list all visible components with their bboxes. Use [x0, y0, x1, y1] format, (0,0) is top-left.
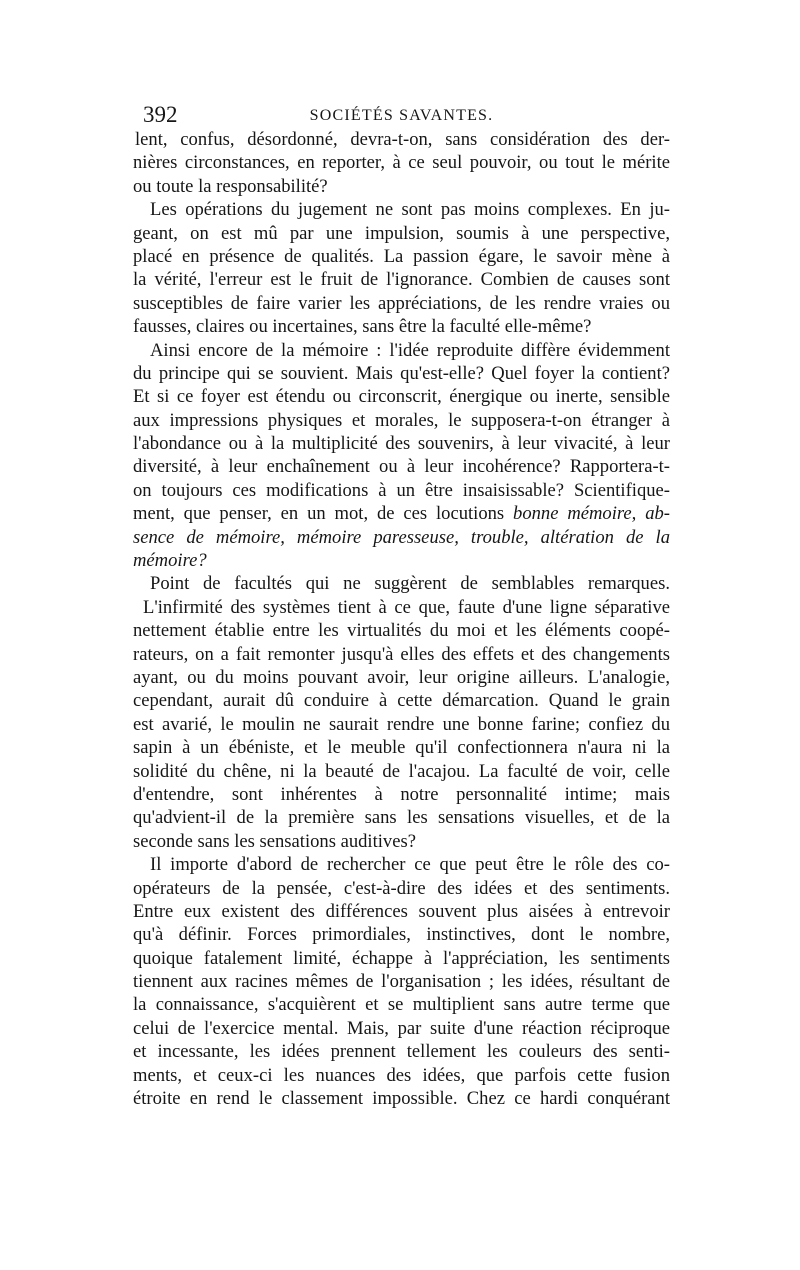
text-line [133, 151, 670, 174]
line-text: on toujours ces modifications à un être insaisissable? Scientifique- [133, 479, 670, 501]
line-text: est avarié, le moulin ne saurait rendre une bonne farine; confiez du [133, 713, 670, 735]
line-text: Entre eux existent des différences souvent plus aisées à entrevoir [133, 900, 670, 922]
text-line [133, 783, 670, 806]
line-text: tiennent aux racines mêmes de l'organisation ; les idées, résultant de [133, 971, 670, 993]
line-text: nières circonstances, en reporter, à ce seul pouvoir, ou tout le mérite [133, 152, 670, 174]
line-text: qu'advient-il de la première sans les sensations visuelles, et de la [133, 807, 670, 829]
text-line [133, 198, 670, 221]
italic-phrase: bonne mémoire, ab- [513, 503, 670, 525]
text-line [133, 409, 670, 432]
text-line [133, 1087, 670, 1110]
line-text: l'abondance ou à la multiplicité des souvenirs, à leur vivacité, à leur [133, 433, 670, 455]
line-text: geant, on est mû par une impulsion, soumis à une perspective, [133, 222, 670, 244]
running-title: SOCIÉTÉS SAVANTES. [309, 107, 494, 124]
line-text: lent, confus, désordonné, devra-t-on, sans considération des der- [135, 129, 670, 150]
text-line [133, 526, 670, 549]
line-text: ayant, ou du moins pouvant avoir, leur origine ailleurs. L'analogie, [133, 666, 670, 688]
text-line [133, 572, 670, 595]
line-text: Point de facultés qui ne suggèrent de semblables remarques. [150, 573, 670, 595]
italic-phrase: mémoire? [133, 550, 207, 572]
line-text: la connaissance, s'acquièrent et se multiplient sans autre terme que [133, 994, 670, 1016]
line-text: fausses, claires ou incertaines, sans être la faculté elle-même? [133, 316, 592, 338]
line-text: celui de l'exercice mental. Mais, par suite d'une réaction réciproque [133, 1017, 670, 1039]
line-text: susceptibles de faire varier les appréciations, de les rendre vraies ou [133, 292, 670, 314]
text-line [133, 830, 670, 853]
text-line [133, 993, 670, 1016]
text-line [133, 947, 670, 970]
line-text: d'entendre, sont inhérentes à notre personnalité intime; mais [133, 783, 670, 805]
line-text: quoique fatalement limité, échappe à l'appréciation, les sentiments [133, 947, 670, 969]
line-text: qu'à définir. Forces primordiales, instinctives, dont le nombre, [133, 924, 670, 946]
body-text [133, 128, 670, 1110]
page-number: 392 [143, 102, 178, 127]
line-text: placé en présence de qualités. La passion égare, le savoir mène à [133, 245, 670, 267]
text-line [133, 853, 670, 876]
text-line [133, 175, 670, 198]
line-text: opérateurs de la pensée, c'est-à-dire des idées et des sentiments. [133, 877, 670, 899]
text-line [133, 1064, 670, 1087]
text-line [133, 339, 670, 362]
text-line [133, 970, 670, 993]
line-text: étroite en rend le classement impossible. Chez ce hardi conquérant [133, 1088, 670, 1110]
text-line [133, 292, 670, 315]
text-line [133, 689, 670, 712]
line-text: ments, et ceux-ci les nuances des idées, que parfois cette fusion [133, 1064, 670, 1086]
line-text: aux impressions physiques et morales, le supposera-t-on étranger à [133, 409, 670, 431]
text-line [133, 643, 670, 666]
text-line [133, 315, 670, 338]
text-line [133, 1040, 670, 1063]
line-text: Ainsi encore de la mémoire : l'idée reproduite diffère évidemment [150, 339, 670, 361]
text-line [133, 432, 670, 455]
text-line [133, 666, 670, 689]
line-text: solidité du chêne, ni la beauté de l'acajou. La faculté de voir, celle [133, 760, 670, 782]
text-line [133, 877, 670, 900]
text-line [133, 245, 670, 268]
text-line [133, 502, 670, 525]
text-line [133, 268, 670, 291]
text-line [133, 1017, 670, 1040]
line-text: du principe qui se souvient. Mais qu'est-elle? Quel foyer la contient? [133, 362, 670, 384]
line-text: L'infirmité des systèmes tient à ce que, faute d'une ligne séparative [143, 596, 670, 618]
text-line [133, 806, 670, 829]
text-line [133, 619, 670, 642]
line-text: seconde sans les sensations auditives? [133, 830, 416, 852]
text-line [133, 479, 670, 502]
text-line [133, 222, 670, 245]
line-text: diversité, à leur enchaînement ou à leur incohérence? Rapportera-t- [133, 456, 670, 478]
italic-phrase: sence de mémoire, mémoire paresseuse, trouble, altération de la [133, 526, 670, 548]
text-line [133, 596, 670, 619]
line-text: sapin à un ébéniste, et le meuble qu'il confectionnera n'aura ni la [133, 737, 670, 759]
text-line [133, 736, 670, 759]
text-line [133, 713, 670, 736]
text-line [133, 455, 670, 478]
line-text: ment, que penser, en un mot, de ces locutions [133, 503, 505, 525]
line-text: et incessante, les idées prennent tellement les couleurs des senti- [133, 1041, 670, 1063]
text-line [133, 128, 670, 151]
running-head [133, 100, 670, 130]
line-text: rateurs, on a fait remonter jusqu'à elles des effets et des changements [133, 643, 670, 665]
line-text: cependant, aurait dû conduire à cette démarcation. Quand le grain [133, 690, 670, 712]
text-line [133, 549, 670, 572]
line-text: Les opérations du jugement ne sont pas moins complexes. En ju- [150, 199, 670, 221]
text-line [133, 923, 670, 946]
text-line [133, 362, 670, 385]
text-line [133, 900, 670, 923]
line-text: ou toute la responsabilité? [133, 175, 328, 197]
line-text: Et si ce foyer est étendu ou circonscrit, énergique ou inerte, sensible [133, 386, 670, 408]
text-line [133, 385, 670, 408]
line-text: nettement établie entre les virtualités du moi et les éléments coopé- [133, 620, 670, 642]
line-text: la vérité, l'erreur est le fruit de l'ignorance. Combien de causes sont [133, 269, 670, 291]
line-text: Il importe d'abord de rechercher ce que peut être le rôle des co- [150, 854, 670, 876]
text-line [133, 760, 670, 783]
